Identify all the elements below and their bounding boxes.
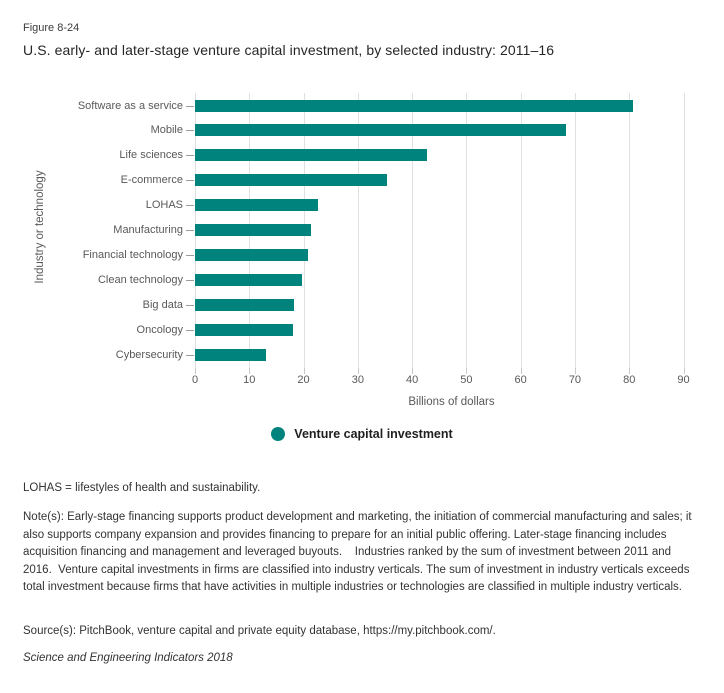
notes-paragraph: Note(s): Early-stage financing supports product development and marketing, the initiation of commercial manufacturing and sales; it also supports company expansion and provides financing to prepare for an initial public offering. Later-stage financing includes acquisition financing and management and leveraged buyouts. Industries ranked by the sum of investment between 2011 and 2016. Venture capital investments in firms are classified into industry verticals. The sum of investment in industry verticals exceeds total investment because firms that have activities in multiple industries or technologies are classified in multiple industry verticals. <box>23 511 695 593</box>
legend-label: Venture capital investment <box>294 427 453 441</box>
legend-marker-icon <box>271 427 285 441</box>
bar-manufacturing[interactable] <box>195 224 311 236</box>
gridline-x-80 <box>629 93 630 368</box>
bar-software-as-a-service[interactable] <box>195 100 633 112</box>
bar-cybersecurity[interactable] <box>195 349 266 361</box>
y-axis-tick-2 <box>186 155 194 156</box>
plot-area <box>191 93 708 386</box>
bar-financial-technology[interactable] <box>195 249 308 261</box>
x-tick-label-20: 20 <box>297 374 310 386</box>
category-label-clean-technology: Clean technology <box>97 273 183 286</box>
category-label-oncology: Oncology <box>136 323 183 336</box>
y-axis-tick-4 <box>186 205 194 206</box>
category-label-mobile: Mobile <box>150 124 183 137</box>
y-axis-tick-1 <box>186 130 194 131</box>
y-axis-tick-10 <box>186 355 194 356</box>
x-axis-title: Billions of dollars <box>408 396 495 408</box>
legend-item-venture-capital-investment[interactable] <box>0 427 724 441</box>
y-axis-title: Industry or technology <box>34 170 46 284</box>
y-axis-tick-3 <box>186 180 194 181</box>
x-tick-label-30: 30 <box>351 374 364 386</box>
category-label-cybersecurity: Cybersecurity <box>115 348 183 361</box>
x-tick-label-10: 10 <box>243 374 256 386</box>
category-label-financial-technology: Financial technology <box>82 248 183 261</box>
figure-number: Figure 8-24 <box>23 22 80 34</box>
y-axis-tick-0 <box>186 106 194 107</box>
x-tick-label-70: 70 <box>568 374 582 386</box>
x-tick-label-80: 80 <box>623 374 636 386</box>
y-axis-tick-6 <box>186 255 194 256</box>
bar-mobile[interactable] <box>195 124 566 136</box>
abbreviation-note: LOHAS = lifestyles of health and sustainability. <box>23 482 261 494</box>
source-note: Source(s): PitchBook, venture capital and private equity database, https://my.pitchbook.com/. <box>23 625 496 637</box>
y-axis-labels <box>0 93 183 368</box>
figure-title: U.S. early- and later-stage venture capital investment, by selected industry: 2011–16 <box>23 42 555 58</box>
category-label-big-data: Big data <box>142 298 183 311</box>
x-tick-label-40: 40 <box>405 374 419 386</box>
bar-clean-technology[interactable] <box>195 274 302 286</box>
category-label-lohas: LOHAS <box>145 199 183 212</box>
category-label-software-as-a-service: Software as a service <box>77 99 183 112</box>
y-axis-tick-7 <box>186 280 194 281</box>
x-tick-label-50: 50 <box>460 374 473 386</box>
category-label-manufacturing: Manufacturing <box>113 224 183 236</box>
bar-e-commerce[interactable] <box>195 174 387 186</box>
category-label-life-sciences: Life sciences <box>119 149 183 162</box>
gridline-x-90 <box>684 93 685 368</box>
attribution: Science and Engineering Indicators 2018 <box>23 652 233 664</box>
bar-big-data[interactable] <box>195 299 294 311</box>
y-axis-tick-8 <box>186 305 194 306</box>
x-tick-label-60: 60 <box>514 374 527 386</box>
x-tick-label-0: 0 <box>191 374 199 386</box>
x-tick-label-90: 90 <box>677 374 690 386</box>
category-label-e-commerce: E-commerce <box>120 174 183 187</box>
y-axis-tick-5 <box>186 230 194 231</box>
bar-life-sciences[interactable] <box>195 149 427 161</box>
bar-oncology[interactable] <box>195 324 293 336</box>
y-axis-tick-9 <box>186 330 194 331</box>
bar-lohas[interactable] <box>195 199 318 211</box>
gridline-x-70 <box>575 93 576 368</box>
